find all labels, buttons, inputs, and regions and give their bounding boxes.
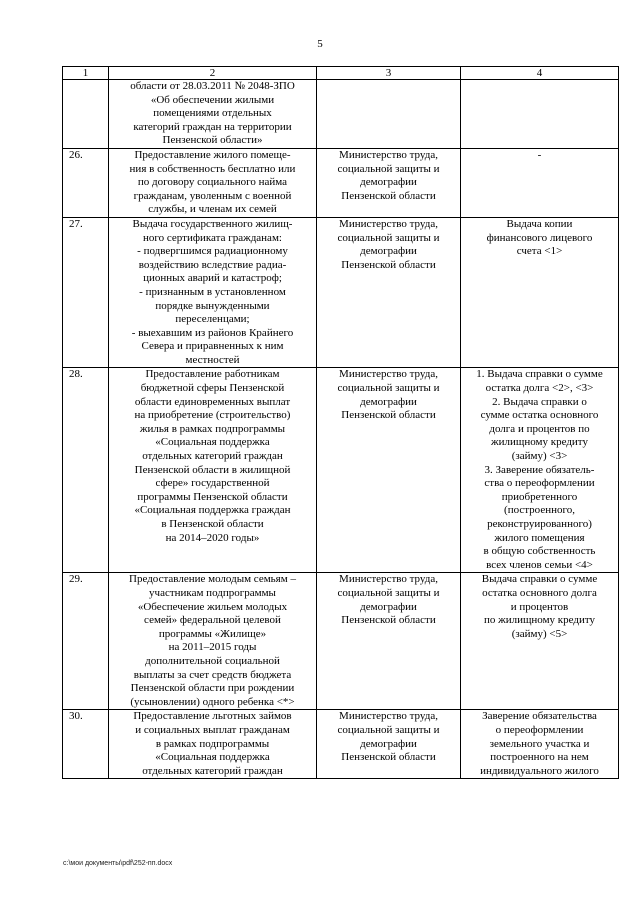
cell-line: 1. Выдача справки о сумме: [476, 368, 603, 381]
cell-line: семей» федеральной целевой: [144, 614, 281, 627]
cell-line: жилищному кредиту: [491, 436, 588, 449]
file-path-footer: c:\мои документы\pdf\252-пп.docx: [63, 860, 173, 867]
cell-line: индивидуального жилого: [480, 764, 599, 777]
cell-line: демографии: [360, 176, 417, 189]
cell-line: Севера и приравненных к ним: [141, 340, 284, 353]
cell-line: 2. Выдача справки о: [492, 395, 587, 408]
cell-num: [63, 80, 109, 149]
cell-line: Пензенской области при рождении: [130, 682, 295, 695]
cell-service: [109, 217, 317, 368]
cell-line: ния в собственность бесплатно или: [129, 162, 296, 175]
cell-line: службы, и членам их семей: [148, 203, 277, 216]
cell-num: 27.: [63, 217, 109, 368]
header-cell: 3: [317, 67, 461, 80]
cell-line: на приобретение (строительство): [134, 409, 291, 422]
cell-doc: [461, 217, 619, 368]
cell-service: [109, 368, 317, 573]
cell-num: 26.: [63, 148, 109, 217]
cell-line: в Пензенской области: [161, 518, 264, 530]
cell-line: счета <1>: [516, 245, 563, 258]
cell-line: остатка долга <2>, <3>: [485, 382, 594, 395]
page-number: 5: [317, 38, 323, 50]
cell-service: [109, 573, 317, 710]
cell-line: и социальных выплат гражданам: [135, 723, 290, 736]
table-row: [63, 573, 619, 710]
cell-line: отдельных категорий граждан: [142, 764, 283, 777]
cell-line: ства о переоформлении: [484, 477, 595, 490]
table-row: [63, 710, 619, 779]
cell-line: «Социальная поддержка: [155, 751, 270, 764]
cell-line: на 2014–2020 годы»: [165, 531, 260, 544]
cell-line: «Социальная поддержка: [155, 436, 270, 449]
cell-line: Пензенской области: [341, 751, 436, 764]
cell-line: Министерство труда,: [339, 148, 438, 161]
cell-body: [317, 368, 461, 573]
cell-line: демографии: [360, 600, 417, 613]
cell-line: долга и процентов по: [489, 422, 590, 435]
cell-line: (построенного,: [504, 504, 575, 517]
cell-service: [109, 148, 317, 217]
cell-line: демографии: [360, 395, 417, 408]
cell-line: дополнительной социальной: [145, 654, 280, 667]
cell-line: Министерство труда,: [339, 710, 438, 723]
cell-num: 29.: [63, 573, 109, 710]
cell-line: воздействию вследствие радиа-: [138, 258, 287, 271]
cell-line: Выдача копии: [506, 217, 573, 230]
cell-doc: [461, 80, 619, 149]
cell-line: остатка основного долга: [482, 586, 597, 599]
cell-line: (займу) <5>: [511, 627, 568, 640]
cell-line: (усыновлении) одного ребенка <*>: [130, 695, 295, 708]
header-cell: 1: [63, 67, 109, 80]
cell-line: гражданам, уволенным с военной: [133, 189, 292, 202]
cell-line: социальной защиты и: [337, 231, 440, 244]
cell-doc: [461, 710, 619, 779]
table-row: [63, 148, 619, 217]
cell-line: реконструированного): [487, 518, 592, 530]
cell-line: участникам подпрограммы: [149, 586, 276, 599]
cell-body: [317, 148, 461, 217]
table-row: [63, 217, 619, 368]
cell-service: [109, 80, 317, 149]
cell-line: Предоставление льготных займов: [133, 710, 292, 723]
header-cell: 2: [109, 67, 317, 80]
cell-line: о переоформлении: [495, 723, 584, 736]
cell-line: - признанным в установленном: [139, 285, 286, 298]
cell-line: Предоставление молодым семьям –: [129, 573, 296, 586]
cell-line: местностей: [185, 353, 240, 366]
cell-doc: [461, 148, 619, 217]
cell-line: сфере» государственной: [155, 477, 270, 490]
cell-num: 28.: [63, 368, 109, 573]
cell-line: ного сертификата гражданам:: [143, 231, 282, 244]
cell-line: 3. Заверение обязатель-: [484, 463, 595, 476]
cell-line: порядке вынужденными: [155, 299, 270, 312]
cell-line: социальной защиты и: [337, 162, 440, 175]
cell-line: социальной защиты и: [337, 723, 440, 736]
cell-line: категорий граждан на территории: [133, 120, 292, 133]
header-row: [63, 67, 619, 80]
cell-line: в рамках подпрограммы: [155, 737, 270, 750]
cell-line: сумме остатка основного: [480, 409, 599, 422]
cell-line: Пензенской области: [341, 189, 436, 202]
cell-doc: [461, 368, 619, 573]
cell-num: 30.: [63, 710, 109, 779]
cell-line: (займу) <3>: [511, 450, 568, 463]
cell-service: [109, 710, 317, 779]
cell-line: Пензенской области: [341, 258, 436, 271]
cell-line: в общую собственность: [483, 545, 596, 558]
cell-line: Министерство труда,: [339, 217, 438, 230]
cell-body: [317, 710, 461, 779]
cell-line: области от 28.03.2011 № 2048-ЗПО: [130, 80, 295, 92]
cell-line: переселенцами;: [175, 313, 250, 326]
cell-line: Пензенской области: [341, 409, 436, 422]
cell-line: земельного участка и: [489, 737, 590, 750]
cell-line: приобретенного: [501, 490, 578, 503]
cell-line: «Обеспечение жильем молодых: [137, 600, 288, 613]
cell-line: социальной защиты и: [337, 382, 440, 395]
header-cell: 4: [461, 67, 619, 80]
cell-line: помещениями отдельных: [153, 107, 272, 120]
cell-line: жилья в рамках подпрограммы: [139, 422, 286, 435]
cell-body: [317, 80, 461, 149]
cell-line: Пензенской области: [341, 614, 436, 627]
cell-line: на 2011–2015 годы: [168, 641, 257, 654]
cell-line: по договору социального найма: [137, 176, 288, 189]
cell-body: [317, 573, 461, 710]
cell-line: Заверение обязательства: [482, 710, 597, 723]
cell-line: финансового лицевого: [486, 231, 593, 244]
cell-line: бюджетной сферы Пензенской: [140, 382, 285, 395]
cell-line: социальной защиты и: [337, 586, 440, 599]
cell-line: построенного на нем: [490, 751, 589, 764]
cell-line: - подвергшимся радиационному: [137, 245, 288, 258]
cell-line: области единовременных выплат: [134, 395, 291, 408]
cell-line: Пензенской области»: [162, 134, 263, 147]
cell-line: Выдача государственного жилищ-: [132, 217, 293, 230]
cell-line: Министерство труда,: [339, 368, 438, 381]
cell-line: всех членов семьи <4>: [486, 558, 593, 571]
cell-line: Предоставление работникам: [145, 368, 280, 381]
cell-line: Выдача справки о сумме: [481, 573, 598, 586]
cell-line: отдельных категорий граждан: [142, 450, 283, 463]
cell-line: Предоставление жилого помеще-: [134, 148, 291, 161]
cell-line: Пензенской области в жилищной: [134, 463, 291, 476]
cell-line: и процентов: [510, 600, 569, 613]
cell-line: Министерство труда,: [339, 573, 438, 586]
cell-doc: [461, 573, 619, 710]
cell-line: программы «Жилище»: [158, 627, 267, 640]
cell-line: ционных аварий и катастроф;: [143, 272, 282, 285]
cell-line: жилого помещения: [494, 531, 585, 544]
cell-line: «Социальная поддержка граждан: [134, 504, 291, 517]
cell-line: по жилищному кредиту: [483, 614, 596, 627]
cell-line: выплаты за счет средств бюджета: [133, 668, 292, 681]
cell-line: -: [537, 148, 542, 161]
cell-line: «Об обеспечении жилыми: [150, 93, 275, 106]
cell-line: демографии: [360, 245, 417, 258]
cell-body: [317, 217, 461, 368]
cell-line: - выехавшим из районов Крайнего: [131, 326, 294, 339]
services-table: [62, 66, 619, 779]
cell-line: демографии: [360, 737, 417, 750]
table-row: [63, 368, 619, 573]
table-row: [63, 80, 619, 149]
cell-line: программы Пензенской области: [137, 490, 288, 503]
